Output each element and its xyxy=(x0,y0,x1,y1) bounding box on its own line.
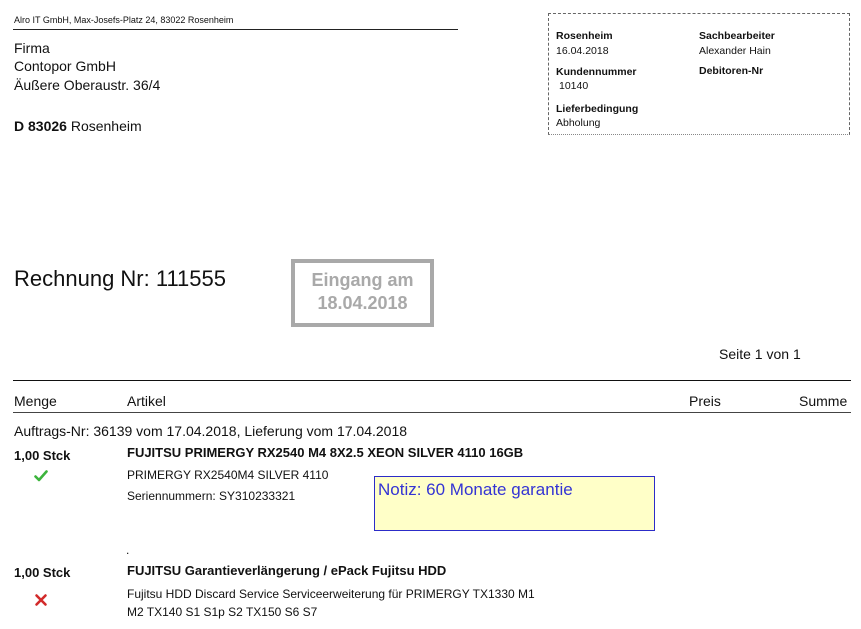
sender-divider xyxy=(13,29,458,30)
column-header-article: Artikel xyxy=(127,393,166,409)
info-delivery-terms: Abholung xyxy=(556,117,601,129)
item-description-2: M2 TX140 S1 S1p S2 TX150 S6 S7 xyxy=(127,605,318,619)
info-clerk-label: Sachbearbeiter xyxy=(699,30,775,42)
info-date: 16.04.2018 xyxy=(556,45,609,57)
item-description-1: PRIMERGY RX2540M4 SILVER 4110 xyxy=(127,468,329,482)
column-header-total: Summe xyxy=(799,393,848,409)
separator-dot: . xyxy=(126,543,130,557)
column-header-price: Preis xyxy=(689,393,721,409)
order-line: Auftrags-Nr: 36139 vom 17.04.2018, Lieferung vom 17.04.2018 xyxy=(14,423,408,439)
cross-icon xyxy=(34,593,48,607)
info-debtor-no-label: Debitoren-Nr xyxy=(699,65,764,77)
item-title: FUJITSU PRIMERGY RX2540 M4 8X2.5 XEON SILVER 4110 16GB xyxy=(127,445,524,460)
info-place: Rosenheim xyxy=(556,30,613,42)
info-clerk: Alexander Hain xyxy=(699,45,771,57)
invoice-title: Rechnung Nr: 111555 xyxy=(14,266,226,291)
recipient-city-line xyxy=(14,118,142,134)
item-qty: 1,00 Stck xyxy=(14,565,71,580)
sender-address-line: Alro IT GmbH, Max-Josefs-Platz 24, 83022 Rosenheim xyxy=(14,15,234,25)
check-icon xyxy=(34,470,48,482)
info-delivery-terms-label: Lieferbedingung xyxy=(556,103,639,115)
table-header-rule xyxy=(13,412,851,413)
recipient-company: Contopor GmbH xyxy=(14,58,116,74)
info-customer-no: 10140 xyxy=(559,80,589,92)
recipient-label: Firma xyxy=(14,40,50,56)
received-stamp xyxy=(291,259,434,327)
invoice-info-box xyxy=(548,13,850,135)
item-title: FUJITSU Garantieverlängerung / ePack Fujitsu HDD xyxy=(127,563,447,578)
stamp-line-1: Eingang am xyxy=(311,270,414,290)
column-header-qty: Menge xyxy=(14,393,57,409)
stamp-line-2: 18.04.2018 xyxy=(317,293,408,313)
item-serial-number: Seriennummern: SY310233321 xyxy=(127,489,296,503)
recipient-postal: D 83026 xyxy=(14,118,67,134)
info-customer-no-label: Kundennummer xyxy=(556,66,637,78)
item-qty: 1,00 Stck xyxy=(14,448,71,463)
sticky-note[interactable]: Notiz: 60 Monate garantie xyxy=(374,476,655,531)
table-top-rule xyxy=(13,380,851,381)
item-description-1: Fujitsu HDD Discard Service Serviceerweiterung für PRIMERGY TX1330 M1 xyxy=(127,587,535,601)
recipient-street: Äußere Oberaustr. 36/4 xyxy=(14,77,161,93)
recipient-city: Rosenheim xyxy=(70,118,142,134)
page-number: Seite 1 von 1 xyxy=(719,346,801,362)
